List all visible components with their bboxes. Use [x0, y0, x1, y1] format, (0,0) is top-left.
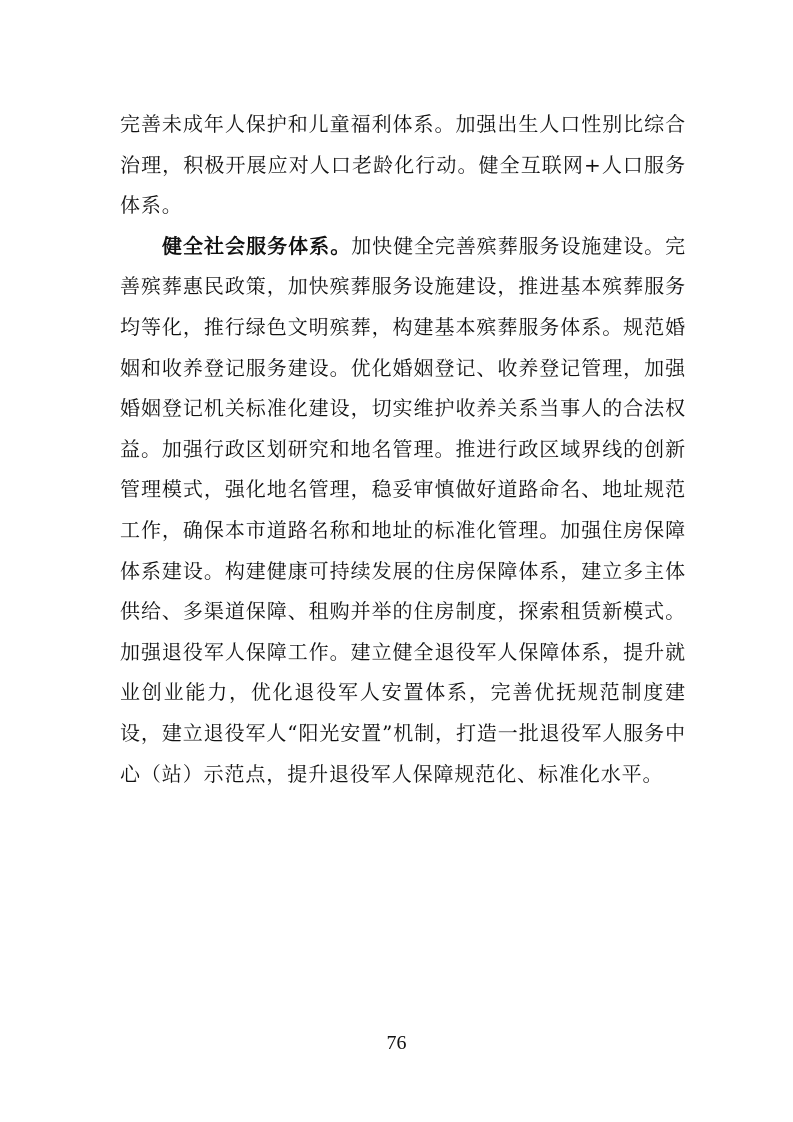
- paragraph-body: 加快健全完善殡葬服务设施建设。完善殡葬惠民政策，加快殡葬服务设施建设，推进基本殡葬服务均等化，推行绿色文明殡葬，构建基本殡葬服务体系。规范婚姻和收养登记服务建设。优化婚姻登记、收养登记管理，加强婚姻登记机关标准化建设，切实维护收养关系当事人的合法权益。加强行政区划研究和地名管理。推进行政区域界线的创新管理模式，强化地名管理，稳妥审慎做好道路命名、地址规范工作，确保本市道路名称和地址的标准化管理。加强住房保障体系建设。构建健康可持续发展的住房保障体系，建立多主体供给、多渠道保障、租购并举的住房制度，探索租赁新模式。加强退役军人保障工作。建立健全退役军人保障体系，提升就业创业能力，优化退役军人安置体系，完善优抚规范制度建设，建立退役军人“阳光安置”机制，打造一批退役军人服务中心（站）示范点，提升退役军人保障规范化、标准化水平。: [120, 233, 687, 786]
- body-text: [120, 104, 686, 794]
- page-number: 76: [386, 1032, 407, 1054]
- paragraph-social-services: [120, 226, 686, 794]
- paragraph-lead-heading: 健全社会服务体系。: [162, 233, 352, 258]
- paragraph-continuation: 完善未成年人保护和儿童福利体系。加强出生人口性别比综合治理，积极开展应对人口老龄化行动。健全互联网+人口服务体系。: [120, 112, 686, 218]
